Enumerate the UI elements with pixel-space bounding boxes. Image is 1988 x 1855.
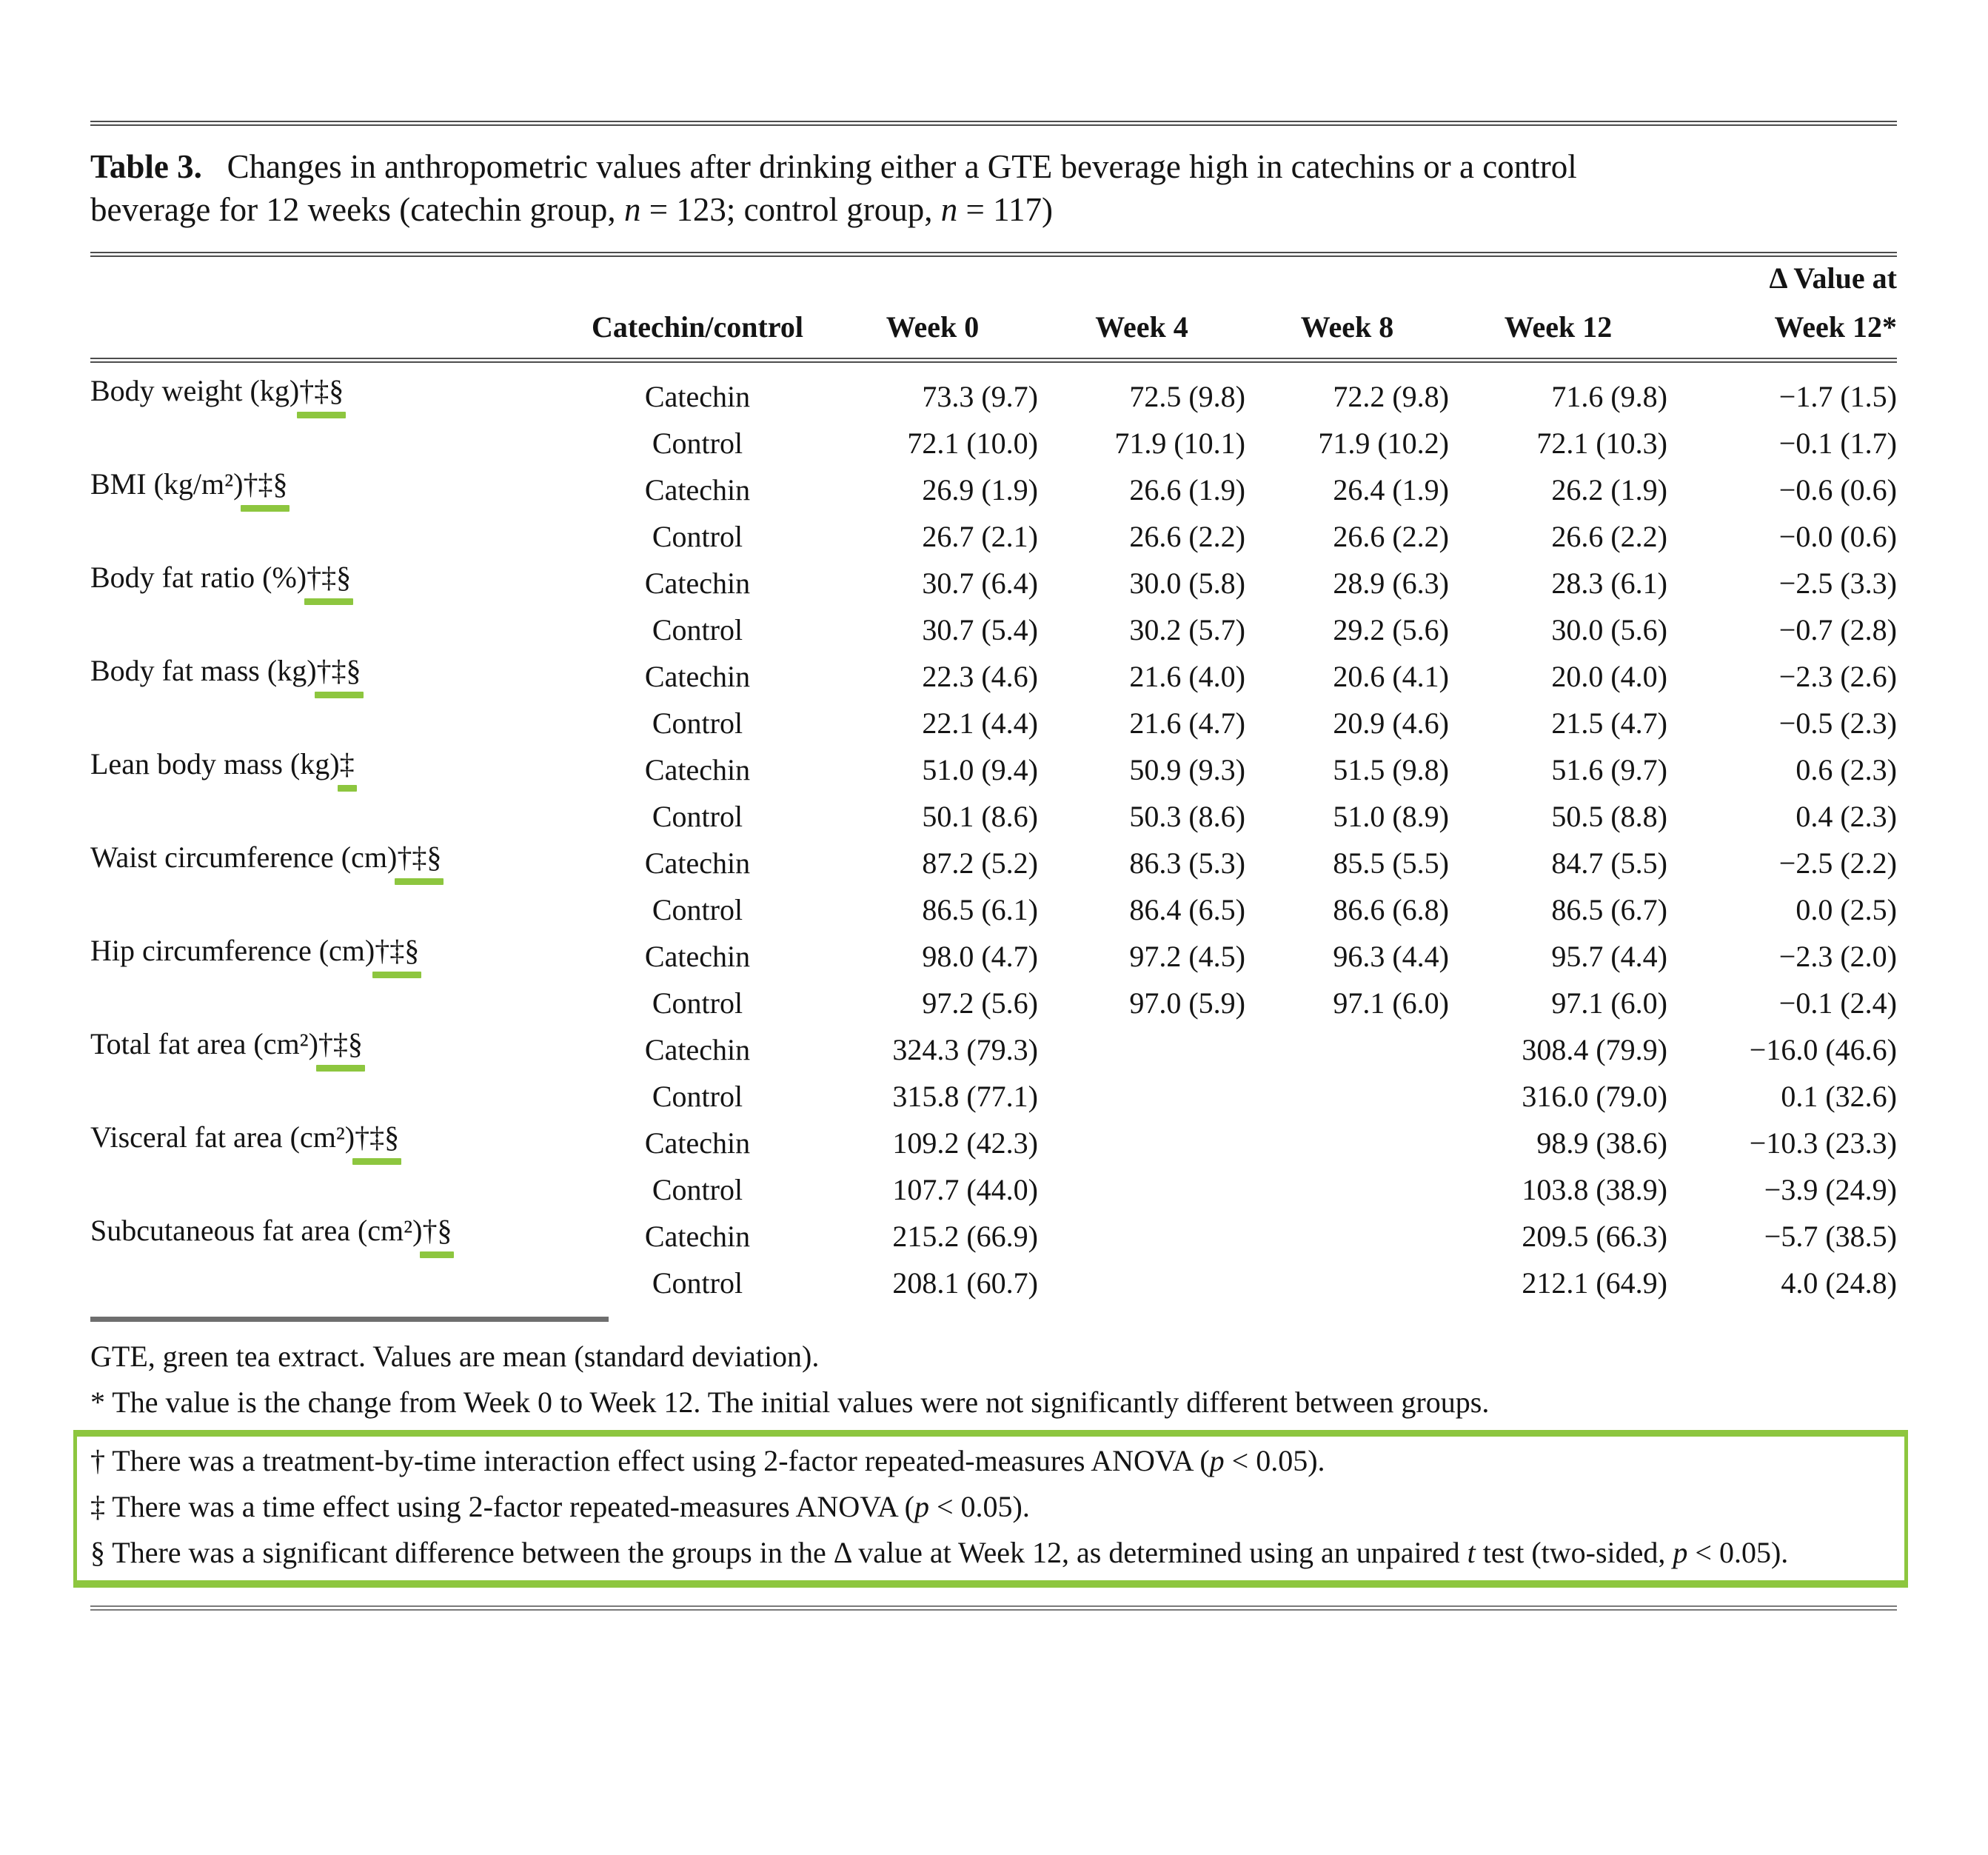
row-label-text: Body fat mass (kg) — [90, 654, 317, 687]
group-cell: Catechin — [644, 1220, 751, 1253]
value-cell: 72.5 (9.8) — [1129, 380, 1245, 413]
group-cell: Catechin — [644, 1033, 751, 1066]
value-cell: 209.5 (66.3) — [1522, 1220, 1667, 1253]
row-label — [90, 1120, 568, 1213]
significance-symbols-highlighted: ‡ — [339, 747, 355, 781]
table-caption — [90, 126, 1897, 252]
significance-symbols-highlighted: †§ — [422, 1214, 452, 1247]
value-cell — [1245, 1166, 1449, 1213]
value-cell: −3.9 (24.9) — [1764, 1173, 1897, 1206]
value-cell: 0.0 (2.5) — [1795, 893, 1897, 926]
value-cell: 72.2 (9.8) — [1333, 380, 1449, 413]
anthropometric-table — [90, 257, 1897, 1306]
week0-header: Week 0 — [827, 295, 1038, 361]
measure-row-catechin — [90, 746, 1897, 793]
value-cell: 0.4 (2.3) — [1795, 800, 1897, 833]
footnotes — [90, 1334, 1897, 1588]
value-cell: 26.6 (2.2) — [1333, 520, 1449, 553]
value-cell: 26.6 (2.2) — [1129, 520, 1245, 553]
spacer-row — [90, 361, 1897, 374]
delta-header-line1: Δ Value at — [1769, 261, 1897, 295]
value-cell — [1245, 1213, 1449, 1260]
significance-symbols-highlighted: †‡§ — [355, 1120, 400, 1154]
row-label-text: BMI (kg/m²) — [90, 467, 244, 501]
value-cell: 22.1 (4.4) — [922, 706, 1038, 740]
measure-row-catechin — [90, 373, 1897, 420]
value-cell: 84.7 (5.5) — [1551, 846, 1667, 880]
caption-separator-rule — [90, 252, 1897, 257]
group-cell: Control — [652, 520, 743, 553]
value-cell: 71.9 (10.1) — [1114, 427, 1245, 460]
week8-header: Week 8 — [1245, 295, 1449, 361]
value-cell: 71.9 (10.2) — [1318, 427, 1449, 460]
value-cell: 50.5 (8.8) — [1551, 800, 1667, 833]
group-cell: Catechin — [644, 753, 751, 786]
group-cell: Control — [652, 893, 743, 926]
row-label-text: Lean body mass (kg) — [90, 747, 340, 781]
value-cell: 26.9 (1.9) — [922, 473, 1038, 507]
row-label-text: Body weight (kg) — [90, 374, 300, 407]
group-cell: Control — [652, 613, 743, 646]
row-label-text: Total fat area (cm²) — [90, 1027, 318, 1060]
value-cell: −2.3 (2.6) — [1778, 660, 1897, 693]
row-label — [90, 467, 568, 560]
row-label-text: Waist circumference (cm) — [90, 840, 398, 874]
significance-symbols-highlighted: †‡§ — [397, 840, 442, 874]
header-row-upper — [90, 257, 1897, 295]
value-cell: 29.2 (5.6) — [1333, 613, 1449, 646]
value-cell: 95.7 (4.4) — [1551, 940, 1667, 973]
paper-table-page — [90, 121, 1897, 1611]
value-cell: 20.6 (4.1) — [1333, 660, 1449, 693]
value-cell: −0.6 (0.6) — [1778, 473, 1897, 507]
measure-row-catechin — [90, 933, 1897, 980]
value-cell: 98.9 (38.6) — [1536, 1126, 1667, 1160]
value-cell: −1.7 (1.5) — [1778, 380, 1897, 413]
value-cell: 97.2 (4.5) — [1129, 940, 1245, 973]
caption-line-2 — [90, 188, 1897, 231]
value-cell: 30.0 (5.6) — [1551, 613, 1667, 646]
value-cell: 97.1 (6.0) — [1551, 986, 1667, 1020]
table-number: Table 3. — [90, 148, 202, 185]
value-cell: −0.7 (2.8) — [1778, 613, 1897, 646]
value-cell: 26.2 (1.9) — [1551, 473, 1667, 507]
measure-row-catechin — [90, 560, 1897, 606]
value-cell: 50.3 (8.6) — [1129, 800, 1245, 833]
week4-header: Week 4 — [1038, 295, 1245, 361]
value-cell — [1038, 1026, 1245, 1073]
value-cell: 97.1 (6.0) — [1333, 986, 1449, 1020]
value-cell: 26.6 (2.2) — [1551, 520, 1667, 553]
group-cell: Control — [652, 1080, 743, 1113]
value-cell: 20.9 (4.6) — [1333, 706, 1449, 740]
value-cell: 20.0 (4.0) — [1551, 660, 1667, 693]
value-cell — [1245, 1026, 1449, 1073]
value-cell: 212.1 (64.9) — [1522, 1266, 1667, 1300]
value-cell: 0.6 (2.3) — [1795, 753, 1897, 786]
value-cell: 97.0 (5.9) — [1129, 986, 1245, 1020]
value-cell — [1038, 1213, 1245, 1260]
group-cell: Catechin — [644, 940, 751, 973]
value-cell: 28.9 (6.3) — [1333, 566, 1449, 600]
table-header — [90, 257, 1897, 361]
value-cell: 109.2 (42.3) — [892, 1126, 1038, 1160]
value-cell: 22.3 (4.6) — [922, 660, 1038, 693]
footnote-asterisk: * The value is the change from Week 0 to Week 12. The initial values were not significantly different between groups. — [90, 1386, 1490, 1419]
value-cell — [1245, 1260, 1449, 1306]
group-cell: Catechin — [644, 846, 751, 880]
value-cell — [1038, 1120, 1245, 1166]
footnote-separator-rule — [90, 1317, 609, 1322]
value-cell: −0.5 (2.3) — [1778, 706, 1897, 740]
value-cell: 4.0 (24.8) — [1781, 1266, 1897, 1300]
value-cell: 107.7 (44.0) — [892, 1173, 1038, 1206]
value-cell: 21.5 (4.7) — [1551, 706, 1667, 740]
arm-column-header: Catechin/control — [568, 295, 827, 361]
row-label-text: Body fat ratio (%) — [90, 561, 307, 594]
bottom-double-rule — [90, 1605, 1897, 1611]
value-cell: 86.5 (6.7) — [1551, 893, 1667, 926]
value-cell: 71.6 (9.8) — [1551, 380, 1667, 413]
row-label — [90, 746, 568, 840]
measure-row-catechin — [90, 653, 1897, 700]
value-cell — [1245, 1120, 1449, 1166]
caption-line-1 — [90, 145, 1897, 188]
significance-symbols-highlighted: †‡§ — [316, 654, 361, 687]
measure-row-catechin — [90, 840, 1897, 886]
label-column-header — [90, 295, 568, 361]
week12-header: Week 12 — [1449, 295, 1667, 361]
group-cell: Catechin — [644, 1126, 751, 1160]
value-cell: 26.4 (1.9) — [1333, 473, 1449, 507]
value-cell: 324.3 (79.3) — [892, 1033, 1038, 1066]
value-cell: 50.9 (9.3) — [1129, 753, 1245, 786]
value-cell: 26.6 (1.9) — [1129, 473, 1245, 507]
value-cell: −2.5 (3.3) — [1778, 566, 1897, 600]
value-cell — [1245, 1073, 1449, 1120]
value-cell: −10.3 (23.3) — [1749, 1126, 1897, 1160]
group-cell: Catechin — [644, 473, 751, 507]
value-cell — [1038, 1260, 1245, 1306]
value-cell — [1038, 1166, 1245, 1213]
value-cell: 30.2 (5.7) — [1129, 613, 1245, 646]
value-cell: 30.7 (5.4) — [922, 613, 1038, 646]
group-cell: Control — [652, 800, 743, 833]
value-cell: 86.5 (6.1) — [922, 893, 1038, 926]
value-cell: −0.1 (1.7) — [1778, 427, 1897, 460]
caption-text-1: Changes in anthropometric values after drinking either a GTE beverage high in catechins or a control — [227, 148, 1577, 185]
top-double-rule — [90, 121, 1897, 126]
row-label — [90, 560, 568, 653]
group-cell: Control — [652, 1173, 743, 1206]
value-cell: −2.3 (2.0) — [1778, 940, 1897, 973]
value-cell: −0.1 (2.4) — [1778, 986, 1897, 1020]
significance-symbols-highlighted: †‡§ — [318, 1027, 363, 1060]
group-cell: Catechin — [644, 380, 751, 413]
value-cell: 30.0 (5.8) — [1129, 566, 1245, 600]
value-cell: 85.5 (5.5) — [1333, 846, 1449, 880]
footnote-abbreviation: GTE, green tea extract. Values are mean (standard deviation). — [90, 1340, 820, 1373]
row-label — [90, 1213, 568, 1306]
value-cell: 26.7 (2.1) — [922, 520, 1038, 553]
value-cell: −2.5 (2.2) — [1778, 846, 1897, 880]
value-cell: 86.6 (6.8) — [1333, 893, 1449, 926]
value-cell: 28.3 (6.1) — [1551, 566, 1667, 600]
measure-row-catechin — [90, 1026, 1897, 1073]
row-label — [90, 653, 568, 746]
value-cell: 51.6 (9.7) — [1551, 753, 1667, 786]
value-cell: 0.1 (32.6) — [1781, 1080, 1897, 1113]
group-cell: Catechin — [644, 566, 751, 600]
value-cell: 315.8 (77.1) — [892, 1080, 1038, 1113]
highlighted-footnote-box — [73, 1430, 1908, 1588]
value-cell: 308.4 (79.9) — [1522, 1033, 1667, 1066]
row-label-text: Subcutaneous fat area (cm²) — [90, 1214, 423, 1247]
row-label-text: Visceral fat area (cm²) — [90, 1120, 355, 1154]
delta-header-line2: Week 12* — [1667, 295, 1897, 361]
value-cell: 103.8 (38.9) — [1522, 1173, 1667, 1206]
value-cell: 50.1 (8.6) — [922, 800, 1038, 833]
value-cell: 215.2 (66.9) — [892, 1220, 1038, 1253]
group-cell: Control — [652, 706, 743, 740]
value-cell: −5.7 (38.5) — [1764, 1220, 1897, 1253]
value-cell: 51.0 (9.4) — [922, 753, 1038, 786]
value-cell: 97.2 (5.6) — [922, 986, 1038, 1020]
measure-row-catechin — [90, 1120, 1897, 1166]
row-label — [90, 1026, 568, 1120]
group-cell: Catechin — [644, 660, 751, 693]
value-cell: 21.6 (4.0) — [1129, 660, 1245, 693]
group-cell: Control — [652, 986, 743, 1020]
measure-row-catechin — [90, 467, 1897, 513]
row-label — [90, 933, 568, 1026]
significance-symbols-highlighted: †‡§ — [307, 561, 352, 594]
footnote-section: § There was a significant difference between the groups in the Δ value at Week 12, as determined using an unpaired t test (two-sided, p < 0.05). — [90, 1536, 1789, 1569]
row-label — [90, 373, 568, 467]
value-cell: 86.3 (5.3) — [1129, 846, 1245, 880]
significance-symbols-highlighted: †‡§ — [375, 934, 420, 967]
table-body — [90, 361, 1897, 1307]
value-cell — [1038, 1073, 1245, 1120]
measure-row-catechin — [90, 1213, 1897, 1260]
value-cell: 98.0 (4.7) — [922, 940, 1038, 973]
value-cell: 208.1 (60.7) — [892, 1266, 1038, 1300]
value-cell: 51.0 (8.9) — [1333, 800, 1449, 833]
footnote-double-dagger: ‡ There was a time effect using 2-factor repeated-measures ANOVA (p < 0.05). — [90, 1490, 1030, 1523]
value-cell: −16.0 (46.6) — [1749, 1033, 1897, 1066]
value-cell: 51.5 (9.8) — [1333, 753, 1449, 786]
value-cell: 73.3 (9.7) — [922, 380, 1038, 413]
value-cell: 96.3 (4.4) — [1333, 940, 1449, 973]
significance-symbols-highlighted: †‡§ — [243, 467, 288, 501]
value-cell: 72.1 (10.0) — [907, 427, 1038, 460]
group-cell: Control — [652, 427, 743, 460]
value-cell: 72.1 (10.3) — [1536, 427, 1667, 460]
significance-symbols-highlighted: †‡§ — [299, 374, 344, 407]
value-cell: 86.4 (6.5) — [1129, 893, 1245, 926]
value-cell: 316.0 (79.0) — [1522, 1080, 1667, 1113]
footnote-dagger: † There was a treatment-by-time interaction effect using 2-factor repeated-measures ANOVA (p < 0.05). — [90, 1444, 1325, 1477]
header-row-main — [90, 295, 1897, 361]
value-cell: 87.2 (5.2) — [922, 846, 1038, 880]
value-cell: −0.0 (0.6) — [1778, 520, 1897, 553]
row-label-text: Hip circumference (cm) — [90, 934, 375, 967]
row-label — [90, 840, 568, 933]
value-cell: 21.6 (4.7) — [1129, 706, 1245, 740]
value-cell: 30.7 (6.4) — [922, 566, 1038, 600]
group-cell: Control — [652, 1266, 743, 1300]
caption-text-2: beverage for 12 weeks (catechin group, n = 123; control group, n = 117) — [90, 191, 1053, 228]
